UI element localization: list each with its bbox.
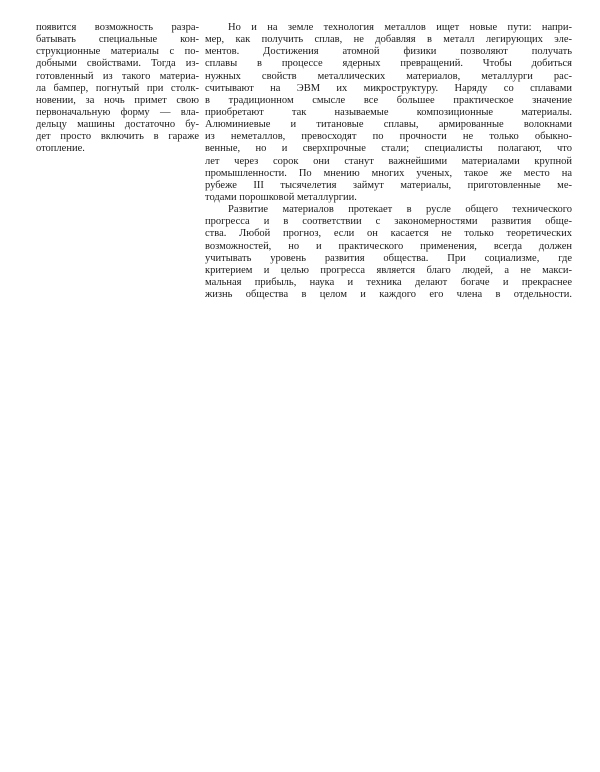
- text-line: в традиционном смысле все большее практическое значение: [205, 94, 572, 106]
- text-line: из неметаллов, превосходят по прочности не только обыкно-: [205, 131, 572, 143]
- right-text-column: [205, 22, 572, 301]
- left-text-column: [36, 22, 199, 156]
- paragraph: [205, 22, 572, 204]
- text-line: жизнь общества в целом и каждого его члена в отдельности.: [205, 289, 572, 301]
- text-line: мальная прибыль, наука и техника делают богаче и прекраснее: [205, 276, 572, 288]
- paragraph: [205, 204, 572, 301]
- text-line: ства. Любой прогноз, если он касается не только теоретических: [205, 228, 572, 240]
- text-line: лет через сорок они станут важнейшими материалами крупной: [205, 155, 572, 167]
- text-line: приобретают так называемые композиционные материалы.: [205, 106, 572, 118]
- text-line: Развитие материалов протекает в русле общего технического: [228, 204, 572, 216]
- text-line: новении, за ночь примет свою: [36, 94, 199, 106]
- text-line: ментов. Достижения атомной физики позволяют получать: [205, 46, 572, 58]
- text-line: батывать специальные кон-: [36, 34, 199, 46]
- paragraph: [36, 22, 199, 156]
- text-line: добными свойствами. Тогда из-: [36, 58, 199, 70]
- text-line: дет просто включить в гараже: [36, 131, 199, 143]
- text-line: мер, как получить сплав, не добавляя в металл легирующих эле-: [205, 34, 572, 46]
- text-line: рубеже III тысячелетия займут материалы, приготовленные ме-: [205, 179, 572, 191]
- text-line: первоначальную форму — вла-: [36, 106, 199, 118]
- text-line: нужных свойств металлических материалов, металлурги рас-: [205, 70, 572, 82]
- text-line: учитывать уровень развития общества. При социализме, где: [205, 252, 572, 264]
- text-line: считывают на ЭВМ их микроструктуру. Наряду со сплавами: [205, 82, 572, 94]
- text-line: промышленности. По мнению многих ученых, такое же место на: [205, 167, 572, 179]
- text-line: венные, но и сверхпрочные стали; специалисты полагают, что: [205, 143, 572, 155]
- text-line: Алюминиевые и титановые сплавы, армированные волокнами: [205, 119, 572, 131]
- text-line: струкционные материалы с по-: [36, 46, 199, 58]
- text-line: Но и на земле технология металлов ищет новые пути: напри-: [228, 22, 572, 33]
- text-line: отопление.: [36, 143, 85, 155]
- text-line: ла бампер, погнутый при столк-: [36, 82, 199, 94]
- text-line: сплавы в процессе ядерных превращений. Чтобы добиться: [205, 58, 572, 70]
- text-line: появится возможность разра-: [36, 22, 199, 33]
- text-line: готовленный из такого материа-: [36, 70, 199, 82]
- text-line: тодами порошковой металлургии.: [205, 191, 357, 203]
- text-line: дельцу машины достаточно бу-: [36, 119, 199, 131]
- text-line: критерием и целью прогресса является благо людей, а не макси-: [205, 264, 572, 276]
- text-line: возможностей, но и практического применения, всегда должен: [205, 240, 572, 252]
- text-line: прогресса и в соответствии с закономерностями развития обще-: [205, 216, 572, 228]
